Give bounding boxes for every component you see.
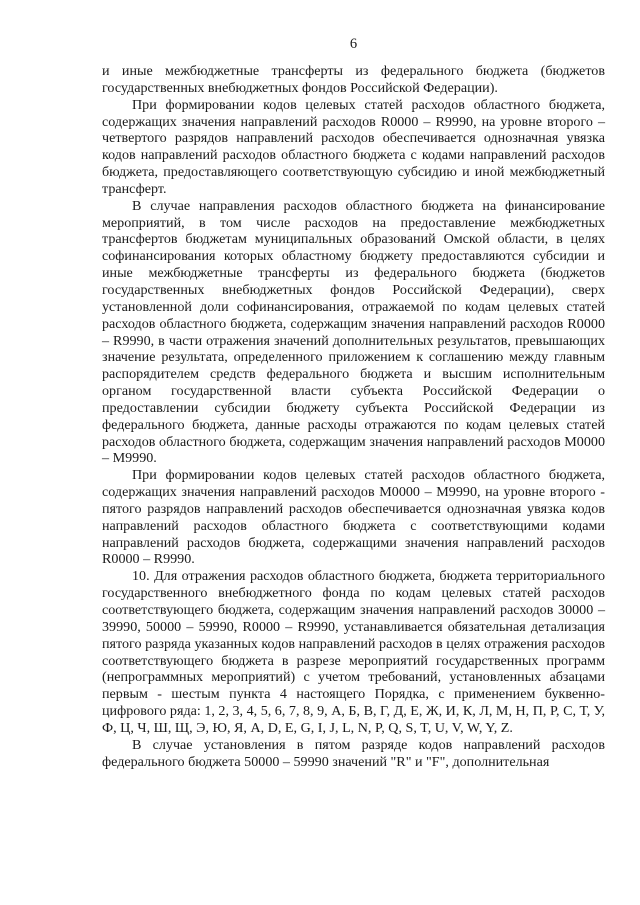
paragraph-item-10: 10. Для отражения расходов областного бюджета, бюджета территориального государственного внебюджетного фонда по кодам целевых статей расходов соответствующего бюджета, содержащим значения направлений расходов 30000 – 39990, 50000 – 59990, R0000 – R9990, устанавливается обязательная детализация пятого разряда указанных кодов направлений расходов в целях отражения расходов соответствующего бюджета в разрезе мероприятий государственных программ (непрограммных мероприятий) с учетом требований, установленных абзацами первым - шестым пункта 4 настоящего Порядка, с применением буквенно-цифрового ряда: 1, 2, 3, 4, 5, 6, 7, 8, 9, А, Б, В, Г, Д, Е, Ж, И, К, Л, М, Н, П, Р, С, Т, У, Ф, Ц, Ч, Ш, Щ, Э, Ю, Я, A, D, E, G, I, J, L, N, P, Q, S, T, U, V, W, Y, Z. [102,568,605,736]
paragraph-codes-m-series: При формировании кодов целевых статей расходов областного бюджета, содержащих значения направлений расходов M0000 – M9990, на уровне второго - пятого разрядов направлений расходов обеспечивается однозначная увязка кодов направлений расходов областного бюджета с соответствующими кодами направлений расходов бюджета, содержащими значения направлений расходов R0000 – R9990. [102,467,605,568]
document-body [102,63,605,770]
paragraph-codes-r-series: При формировании кодов целевых статей расходов областного бюджета, содержащих значения направлений расходов R0000 – R9990, на уровне второго – четвертого разрядов направлений расходов обеспечивается однозначная увязка кодов направлений расходов областного бюджета с кодами направлений расходов бюджета, предоставляющего соответствующую субсидию и иной межбюджетный трансферт. [102,96,605,197]
page-number: 6 [349,36,358,52]
paragraph-cofinancing: В случае направления расходов областного бюджета на финансирование мероприятий, в том числе расходов на предоставление межбюджетных трансфертов бюджетам муниципальных образований Омской области, в целях софинансирования которых областному бюджету предоставляются субсидии и иные межбюджетные трансферты из федерального бюджета (бюджетов государственных внебюджетных фондов Российской Федерации), сверх установленной доли софинансирования, отражаемой по кодам целевых статей расходов областного бюджета, содержащим значения направлений расходов R0000 – R9990, в части отражения значений дополнительных результатов, превышающих значение результата, определенного приложением к соглашению между главным распорядителем средств федерального бюджета и высшим исполнительным органом государственной власти субъекта Российской Федерации о предоставлении субсидии бюджету субъекта Российской Федерации из федерального бюджета, данные расходы отражаются по кодам целевых статей расходов областного бюджета, содержащим значения направлений расходов M0000 – M9990. [102,197,605,467]
paragraph-fifth-digit: В случае установления в пятом разряде кодов направлений расходов федерального бюджета 50000 – 59990 значений "R" и "F", дополнительная [102,736,605,770]
paragraph-continuation: и иные межбюджетные трансферты из федерального бюджета (бюджетов государственных внебюджетных фондов Российской Федерации). [102,63,605,96]
